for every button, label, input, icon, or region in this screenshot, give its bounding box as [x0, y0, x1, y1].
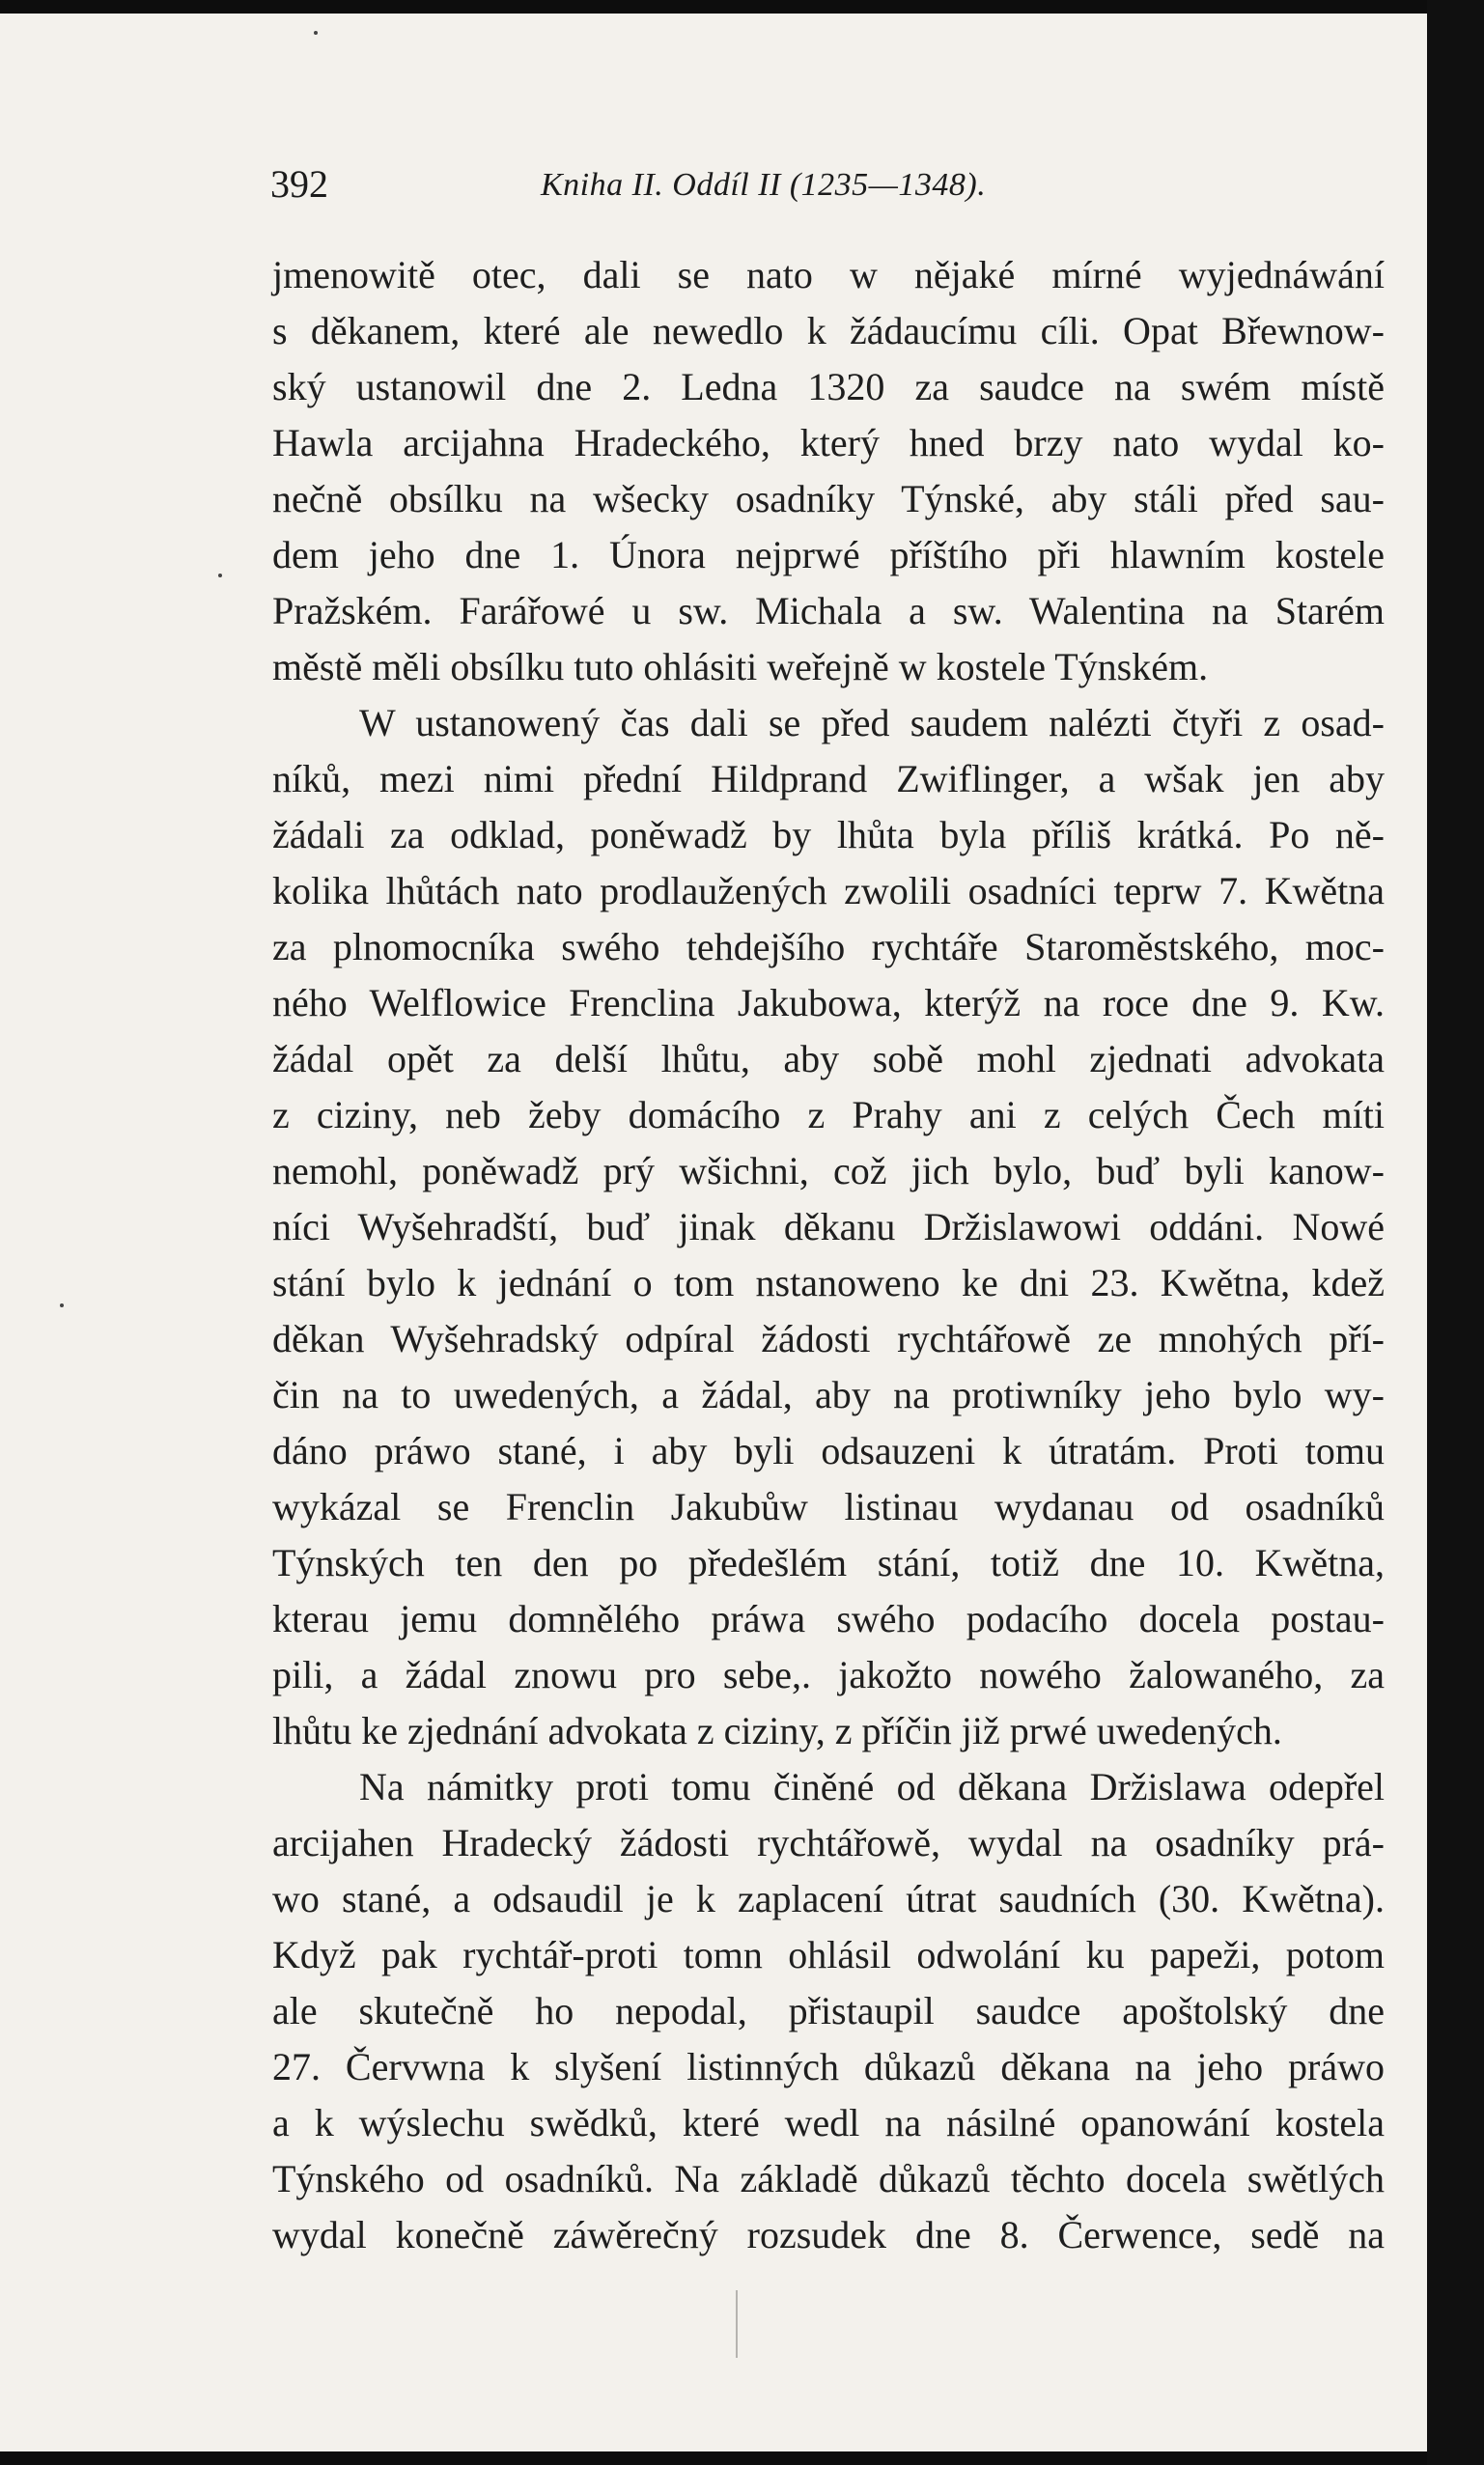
text-line: stání bylo k jednání o tom nstanoweno ke dni 23. Kwětna, kdež	[272, 1261, 1385, 1304]
running-head: Kniha II. Oddíl II (1235—1348).	[541, 167, 987, 203]
text-line: níků, mezi nimi přední Hildprand Zwiflinger, a wšak jen aby	[272, 757, 1385, 800]
text-line: Pražském. Farářowé u sw. Michala a sw. Walentina na Starém	[272, 589, 1385, 632]
text-line: ale skutečně ho nepodal, přistaupil saudce apoštolský dne	[272, 1989, 1385, 2032]
text-line: lhůtu ke zjednání advokata z ciziny, z příčin již prwé uwedených.	[272, 1709, 1282, 1752]
text-line: kolika lhůtách nato prodlaužených zwolili osadníci teprw 7. Kwětna	[272, 869, 1385, 912]
text-line: pili, a žádal znowu pro sebe,. jakožto nowého žalowaného, za	[272, 1653, 1385, 1696]
text-line: Týnského od osadníků. Na základě důkazů těchto docela swětlých	[272, 2157, 1385, 2200]
text-line: Na námitky proti tomu činěné od děkana Držislawa odepřel	[359, 1765, 1385, 1808]
text-line: nemohl, poněwadž prý wšichni, což jich bylo, buď byli kanow-	[272, 1149, 1385, 1192]
text-line: jmenowitě otec, dali se nato w nějaké mírné wyjednáwání	[272, 253, 1385, 296]
text-line: wykázal se Frenclin Jakubůw listinau wydanau od osadníků	[272, 1485, 1385, 1528]
text-line: čin na to uwedených, a žádal, aby na protiwníky jeho bylo wy-	[272, 1373, 1385, 1416]
page-header	[270, 157, 1371, 215]
text-line: wydal konečně záwěrečný rozsudek dne 8. Čerwence, sedě na	[272, 2213, 1385, 2256]
text-line: dáno práwo stané, i aby byli odsauzeni k útratám. Proti tomu	[272, 1429, 1385, 1472]
dust-speck	[218, 574, 222, 577]
text-line: z ciziny, neb žeby domácího z Prahy ani z celých Čech míti	[272, 1093, 1385, 1136]
text-line: městě měli obsílku tuto ohlásiti weřejně w kostele Týnském.	[272, 645, 1209, 688]
text-line: Když pak rychtář-proti tomn ohlásil odwolání ku papeži, potom	[272, 1933, 1385, 1976]
text-line: děkan Wyšehradský odpíral žádosti rychtářowě ze mnohých pří-	[272, 1317, 1385, 1360]
text-line: žádal opět za delší lhůtu, aby sobě mohl zjednati advokata	[272, 1037, 1385, 1080]
text-line: 27. Červwna k slyšení listinných důkazů děkana na jeho práwo	[272, 2045, 1385, 2088]
text-line: arcijahen Hradecký žádosti rychtářowě, wydal na osadníky prá-	[272, 1821, 1385, 1864]
text-line: níci Wyšehradští, buď jinak děkanu Držislawowi oddáni. Nowé	[272, 1205, 1385, 1248]
text-line: žádali za odklad, poněwadž by lhůta byla příliš krátká. Po ně-	[272, 813, 1385, 856]
text-line: dem jeho dne 1. Února nejprwé příštího při hlawním kostele	[272, 533, 1385, 576]
scan-dark-border	[1427, 0, 1484, 2465]
text-line: wo stané, a odsaudil je k zaplacení útrat saudních (30. Kwětna).	[272, 1877, 1385, 1920]
paragraph	[272, 1759, 1385, 2263]
text-line: ného Welflowice Frenclina Jakubowa, kterýž na roce dne 9. Kw.	[272, 981, 1385, 1024]
text-line: Týnských ten den po předešlém stání, totiž dne 10. Kwětna,	[272, 1541, 1385, 1584]
dust-speck	[314, 31, 318, 35]
text-line: W ustanowený čas dali se před saudem nalézti čtyři z osad-	[359, 701, 1385, 744]
paragraph	[272, 695, 1385, 1759]
paragraph	[272, 247, 1385, 695]
body-text	[272, 247, 1385, 2263]
text-line: s děkanem, které ale newedlo k žádaucímu cíli. Opat Břewnow-	[272, 309, 1385, 352]
text-line: ský ustanowil dne 2. Ledna 1320 za saudce na swém místě	[272, 365, 1385, 408]
page-number: 392	[270, 162, 328, 206]
text-line: Hawla arcijahna Hradeckého, který hned brzy nato wydal ko-	[272, 421, 1385, 464]
text-line: za plnomocníka swého tehdejšího rychtáře Staroměstského, moc-	[272, 925, 1385, 968]
text-line: nečně obsílku na wšecky osadníky Týnské, aby stáli před sau-	[272, 477, 1385, 520]
faint-pencil-mark	[736, 2290, 738, 2358]
dust-speck	[60, 1303, 64, 1307]
text-line: a k wýslechu swědků, které wedl na násilné opanowání kostela	[272, 2101, 1385, 2144]
text-line: kterau jemu domnělého práwa swého podacího docela postau-	[272, 1597, 1385, 1640]
